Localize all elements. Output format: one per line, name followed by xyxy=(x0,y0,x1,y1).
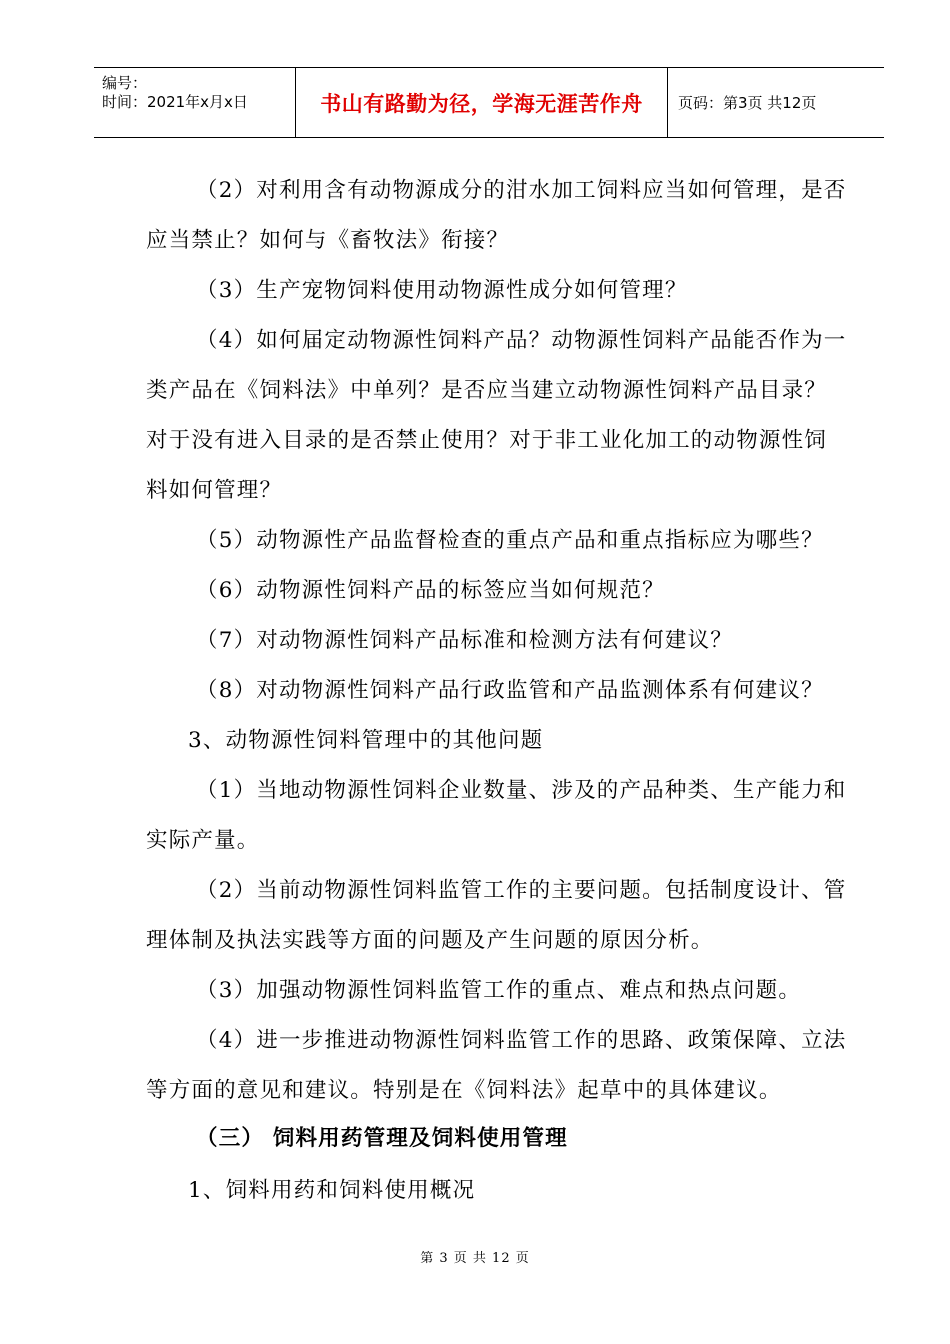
page-header xyxy=(94,67,884,138)
page-footer: 第 3 页 共 12 页 xyxy=(420,1251,530,1266)
body-line: （3）生产宠物饲料使用动物源性成分如何管理？ xyxy=(196,278,688,303)
body-line: 类产品在《饲料法》中单列？是否应当建立动物源性饲料产品目录？ xyxy=(146,378,828,403)
body-line: 理体制及执法实践等方面的问题及产生问题的原因分析。 xyxy=(146,928,714,953)
body-line: （3）加强动物源性饲料监管工作的重点、难点和热点问题。 xyxy=(196,978,802,1003)
subsection-heading: （三） 饲料用药管理及饲料使用管理 xyxy=(196,1126,568,1151)
body-line: 对于没有进入目录的是否禁止使用？对于非工业化加工的动物源性饲 xyxy=(146,428,828,453)
body-line: （8）对动物源性饲料产品行政监管和产品监测体系有何建议？ xyxy=(196,678,824,703)
body-line: 料如何管理？ xyxy=(146,478,283,503)
number-label: 编号： xyxy=(102,74,148,92)
time-label: 时间：2021年x月x日 xyxy=(102,93,248,111)
body-line: （2）对利用含有动物源成分的泔水加工饲料应当如何管理，是否 xyxy=(196,178,847,203)
body-line: （2）当前动物源性饲料监管工作的主要问题。包括制度设计、管 xyxy=(196,878,847,903)
body-line: 应当禁止？如何与《畜牧法》衔接？ xyxy=(146,228,510,253)
body-line: （4）如何届定动物源性饲料产品？动物源性饲料产品能否作为一 xyxy=(196,328,847,353)
header-motto: 书山有路勤为径，学海无涯苦作舟 xyxy=(295,68,668,137)
body-line: （6）动物源性饲料产品的标签应当如何规范？ xyxy=(196,578,665,603)
body-line: （5）动物源性产品监督检查的重点产品和重点指标应为哪些？ xyxy=(196,528,824,553)
section-heading: 1、饲料用药和饲料使用概况 xyxy=(188,1178,476,1203)
header-meta xyxy=(94,68,294,137)
section-heading: 3、动物源性饲料管理中的其他问题 xyxy=(188,728,544,753)
header-page-info: 页码：第3页 共12页 xyxy=(678,94,817,112)
body-line: （1）当地动物源性饲料企业数量、涉及的产品种类、生产能力和 xyxy=(196,778,847,803)
body-line: （7）对动物源性饲料产品标准和检测方法有何建议？ xyxy=(196,628,733,653)
body-line: （4）进一步推进动物源性饲料监管工作的思路、政策保障、立法 xyxy=(196,1028,847,1053)
body-line: 实际产量。 xyxy=(146,828,260,853)
body-line: 等方面的意见和建议。特别是在《饲料法》起草中的具体建议。 xyxy=(146,1078,782,1103)
